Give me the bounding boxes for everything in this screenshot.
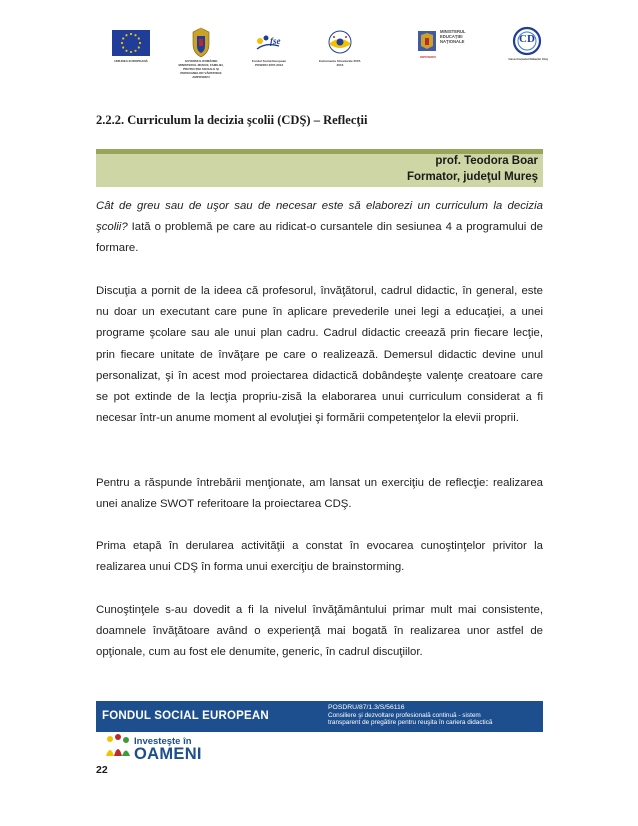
author-box: [96, 154, 543, 187]
paragraph: [96, 281, 543, 429]
page-number: 22: [96, 764, 108, 776]
paragraph-text: Discuţia a pornit de la ideea că profesorul, învăţătorul, cadrul didactic, în general, este nu doar un executant care pune în aplicare prevederile unei legi a educaţiei, a unei programe şcolare sau ale unui plan cadru. Cadrul didactic creează prin fiecare lecţie, prin fiecare unitate de învăţare pe care o realizează. Demersul didactic devine unul personalizat, şi în acest mod proiectarea didactică dobândeşte valenţe creatoare care se pot extinde de la lecţia propriu-zisă la elaborarea unui curriculum considerat a fi necesar într-un anume moment al evoluţiei şi formării competenţelor la elevii proprii.: [96, 285, 543, 425]
is-caption: Instrumente Structurale 2007-2013: [318, 59, 362, 67]
paragraph-text: Cunoştinţele s-au dovedit a fi la nivelul învăţământului primar mult mai consistente, doamnele învăţătoare având o experienţă mai bogată în realizarea unor astfel de opţionale, cum au fost ele denumite, generic, în cadrul discuţiilor.: [96, 604, 543, 659]
structural-instruments-icon: [326, 28, 354, 56]
paragraph-text: Pentru a răspunde întrebării menţionate, am lansat un exerciţiu de reflecţie: realizarea unei analize SWOT referitoare la proiectarea CDŞ.: [96, 477, 543, 511]
section-heading: 2.2.2. Curriculum la decizia şcolii (CDŞ) – Reflecţii: [96, 113, 368, 127]
ccd-letters: CD: [519, 33, 535, 45]
project-line-1: Consiliere şi dezvoltare profesională continuă - sistem: [328, 711, 481, 719]
slogan-small: Investeşte în: [134, 736, 192, 747]
paragraph: [96, 536, 543, 578]
author-role: Formator, judeţul Mureş: [407, 171, 538, 183]
paragraph-italic: Cât de greu sau de uşor sau de necesar este să elaborezi un curriculum la decizia şcolii?: [96, 200, 543, 234]
ministry-title: MINISTERUL EDUCAȚIEI NAȚIONALE: [440, 29, 466, 45]
eu-flag-icon: [112, 30, 150, 56]
gov-caption: GUVERNUL ROMÂNIEI MINISTERUL MUNCII, FAMILIEI, PROTECȚIEI SOCIALE ȘI PERSOANELOR VÂRSTNICE AMPOSDRU: [178, 59, 224, 79]
svg-text:fse: fse: [270, 36, 281, 46]
ccd-caption: Casa Corpului Didactic Cluj: [508, 57, 548, 61]
fse-label: FONDUL SOCIAL EUROPEAN: [102, 710, 269, 722]
fse-caption: Fondul Social European POSDRU 2007-2013: [251, 59, 287, 67]
fse-logo-icon: [254, 32, 284, 54]
paragraph-text: Prima etapă în derularea activităţii a constat în evocarea cunoştinţelor privitor la realizarea unui CDŞ în forma unui exerciţiu de brainstorming.: [96, 540, 543, 574]
project-code: POSDRU/87/1.3/S/56116: [328, 704, 405, 711]
paragraph: [96, 473, 543, 515]
header-logos: [0, 22, 638, 102]
project-line-2: transparent de pregătire pentru reuşita în cariera didactică: [328, 719, 493, 726]
project-info: [328, 704, 492, 727]
coat-of-arms-icon: [189, 26, 213, 58]
people-icon: [102, 732, 132, 760]
paragraph: [96, 600, 543, 664]
eu-caption: UNIUNEA EUROPEANĂ: [114, 59, 148, 63]
ministry-sub: OIPOSDRU: [419, 55, 436, 59]
paragraph-text: Iată o problemă pe care au ridicat-o cursantele din sesiunea 4 a programului de formare.: [96, 221, 543, 255]
slogan-big: OAMENI: [134, 745, 202, 763]
author-band: [96, 149, 543, 187]
fse-footer-bar: [96, 701, 543, 732]
ministry-crest-icon: [416, 28, 438, 54]
author-name: prof. Teodora Boar: [435, 155, 538, 167]
paragraph: [96, 196, 543, 260]
